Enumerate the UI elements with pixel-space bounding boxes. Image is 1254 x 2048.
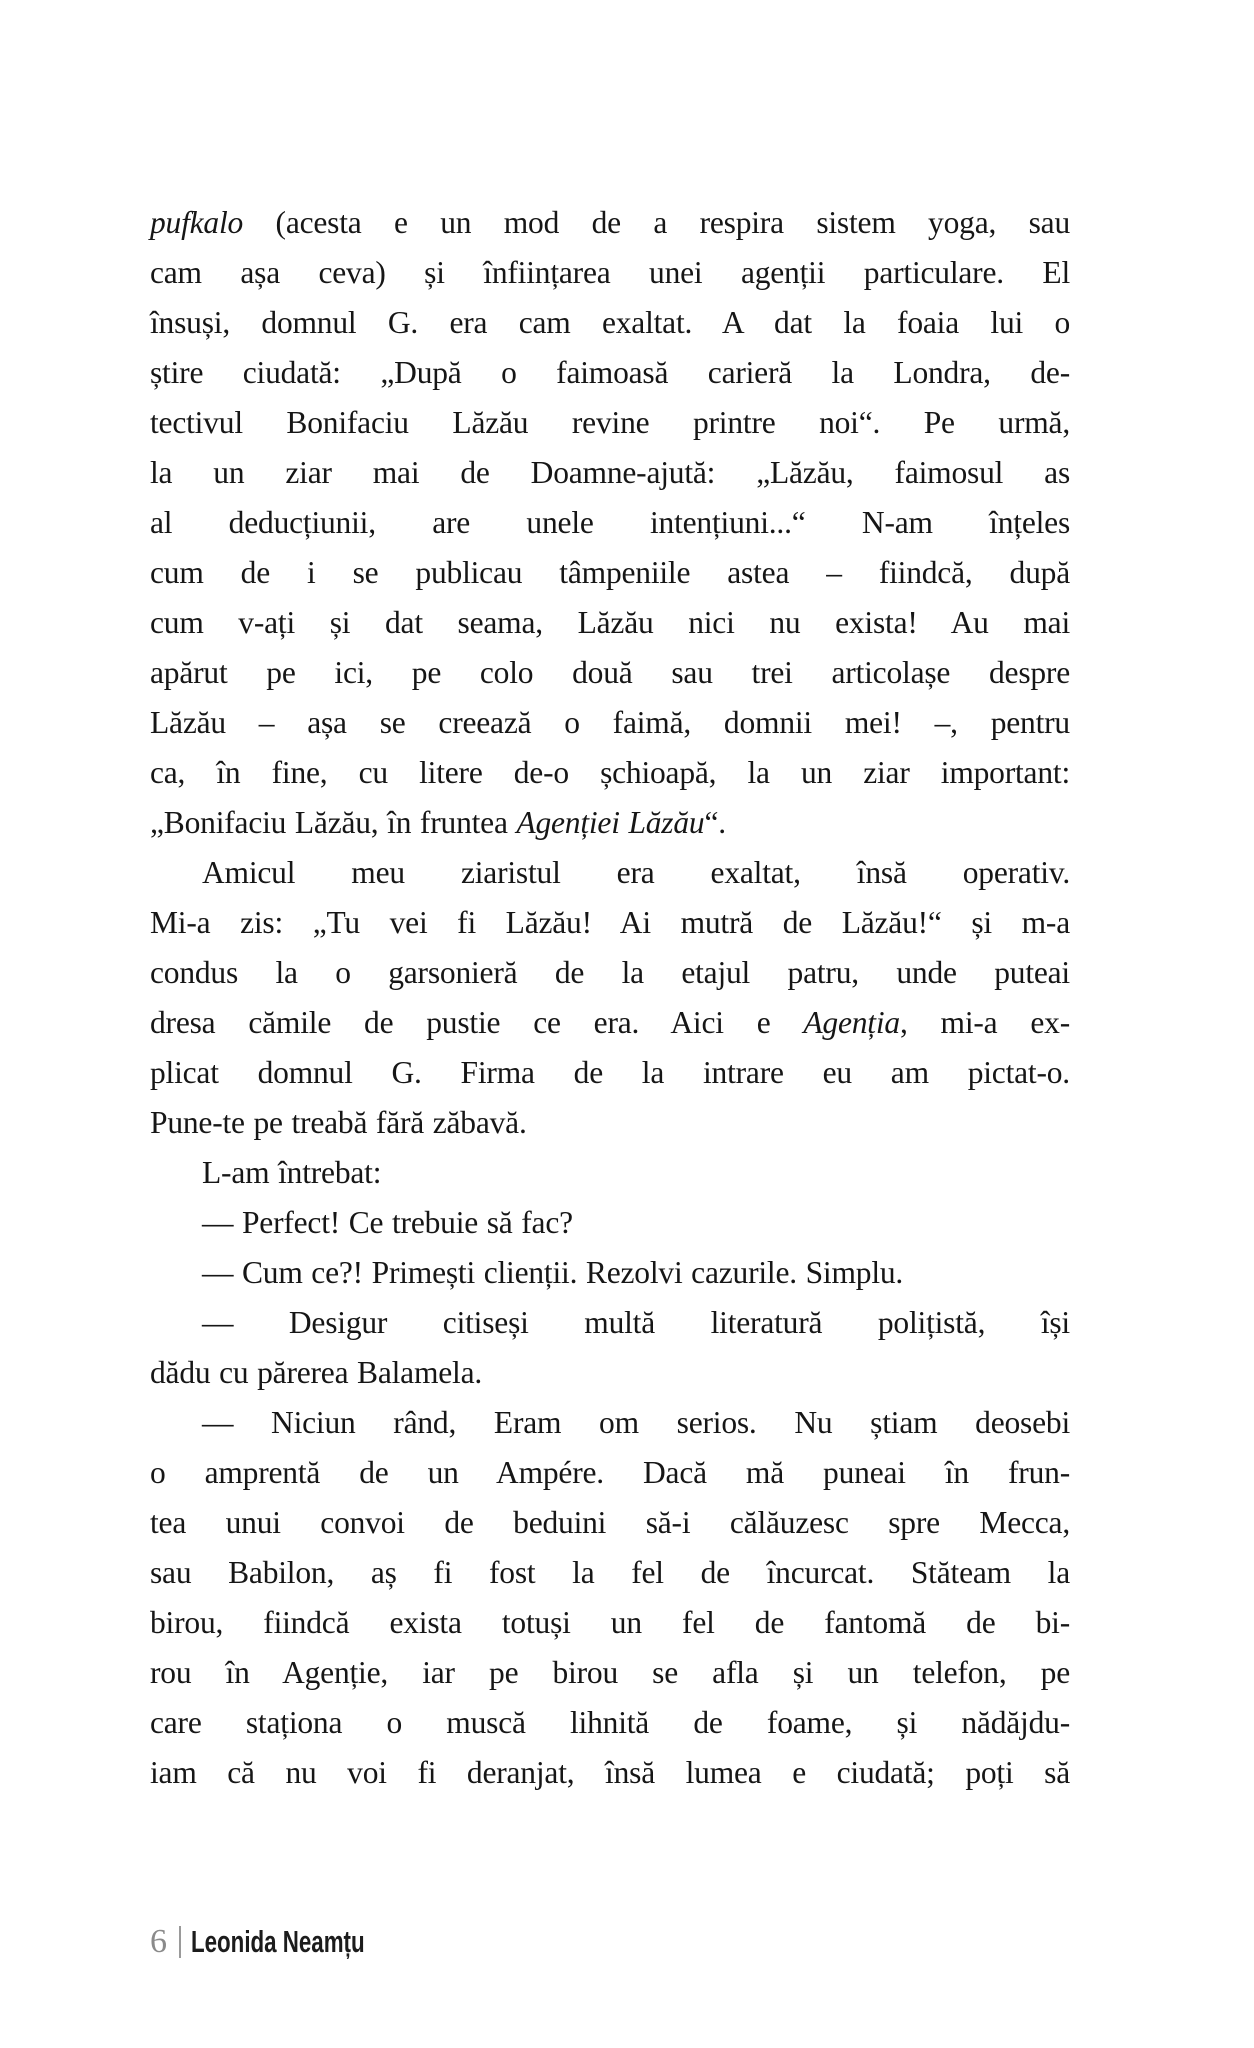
text-segment: o amprentă de un Ampére. Dacă mă puneai în frun- xyxy=(150,1455,1070,1490)
text-line xyxy=(150,1648,1070,1698)
text-segment: birou, fiindcă exista totuși un fel de fantomă de bi- xyxy=(150,1605,1070,1640)
text-segment: al deducțiunii, are unele intențiuni...“ N-am înțeles xyxy=(150,505,1070,540)
text-line xyxy=(150,1498,1070,1548)
text-line xyxy=(150,898,1070,948)
text-line xyxy=(150,448,1070,498)
text-line xyxy=(150,1148,1070,1198)
text-line xyxy=(150,598,1070,648)
text-line xyxy=(150,1398,1070,1448)
text-line xyxy=(150,548,1070,598)
text-segment: dădu cu părerea Balamela. xyxy=(150,1355,483,1390)
text-segment: la un ziar mai de Doamne-ajută: „Lăzău, faimosul as xyxy=(150,455,1070,490)
text-segment: , mi-a ex- xyxy=(899,1005,1070,1040)
text-segment: (acesta e un mod de a respira sistem yoga, sau xyxy=(243,205,1070,240)
text-segment: apărut pe ici, pe colo două sau trei articolașe despre xyxy=(150,655,1070,690)
text-segment: cam așa ceva) și înființarea unei agenții particulare. El xyxy=(150,255,1070,290)
text-line xyxy=(150,848,1070,898)
text-line xyxy=(150,198,1070,248)
text-segment: sau Babilon, aș fi fost la fel de încurcat. Stăteam la xyxy=(150,1555,1070,1590)
text-segment: care staționa o muscă lihnită de foame, și nădăjdu- xyxy=(150,1705,1070,1740)
text-segment: cum de i se publicau tâmpeniile astea – fiindcă, după xyxy=(150,555,1070,590)
text-segment: tea unui convoi de beduini să-i călăuzesc spre Mecca, xyxy=(150,1505,1070,1540)
text-segment: Amicul meu ziaristul era exaltat, însă operativ. xyxy=(202,855,1070,890)
text-segment: rou în Agenție, iar pe birou se afla și un telefon, pe xyxy=(150,1655,1070,1690)
text-line xyxy=(150,998,1070,1048)
italic-text-segment: pufkalo xyxy=(150,205,244,240)
text-segment: L-am întrebat: xyxy=(202,1155,382,1190)
text-line xyxy=(150,348,1070,398)
text-segment: — Desigur citiseși multă literatură polițistă, își xyxy=(202,1305,1070,1340)
page-footer xyxy=(150,1920,432,1964)
text-line xyxy=(150,298,1070,348)
text-line xyxy=(150,1048,1070,1098)
text-segment: tectivul Bonifaciu Lăzău revine printre noi“. Pe urmă, xyxy=(150,405,1070,440)
text-line xyxy=(150,1198,1070,1248)
text-line xyxy=(150,398,1070,448)
text-line xyxy=(150,698,1070,748)
text-segment: însuși, domnul G. era cam exaltat. A dat la foaia lui o xyxy=(150,305,1070,340)
text-segment: știre ciudată: „După o faimoasă carieră la Londra, de- xyxy=(150,355,1070,390)
text-line xyxy=(150,1098,1070,1148)
text-segment: — Perfect! Ce trebuie să fac? xyxy=(202,1205,573,1240)
text-line xyxy=(150,948,1070,998)
text-segment: dresa cămile de pustie ce era. Aici e xyxy=(150,1005,804,1040)
italic-text-segment: Agenția xyxy=(803,1005,900,1040)
italic-text-segment: Agenției Lăzău xyxy=(516,805,705,840)
text-line xyxy=(150,798,1070,848)
page-number: 6 xyxy=(150,1923,167,1960)
text-line xyxy=(150,1748,1070,1798)
text-segment: “. xyxy=(704,805,726,840)
text-segment: Lăzău – așa se creează o faimă, domnii mei! –, pentru xyxy=(150,705,1070,740)
text-segment: — Cum ce?! Primești clienții. Rezolvi cazurile. Simplu. xyxy=(202,1255,904,1290)
text-segment: cum v-ați și dat seama, Lăzău nici nu exista! Au mai xyxy=(150,605,1070,640)
text-segment: ca, în fine, cu litere de-o șchioapă, la un ziar important: xyxy=(150,755,1070,790)
text-line xyxy=(150,1598,1070,1648)
text-line xyxy=(150,1348,1070,1398)
text-segment: condus la o garsonieră de la etajul patru, unde puteai xyxy=(150,955,1070,990)
footer-author: Leonida Neamțu xyxy=(191,1924,365,1959)
text-line xyxy=(150,1548,1070,1598)
text-line xyxy=(150,498,1070,548)
text-line xyxy=(150,1698,1070,1748)
text-segment: Pune-te pe treabă fără zăbavă. xyxy=(150,1105,527,1140)
text-line xyxy=(150,248,1070,298)
text-segment: iam că nu voi fi deranjat, însă lumea e ciudată; poți să xyxy=(150,1755,1070,1790)
text-line xyxy=(150,1298,1070,1348)
text-line xyxy=(150,748,1070,798)
text-segment: „Bonifaciu Lăzău, în fruntea xyxy=(150,805,517,840)
text-segment: — Niciun rând, Eram om serios. Nu știam deosebi xyxy=(202,1405,1070,1440)
text-line xyxy=(150,1248,1070,1298)
text-segment: Mi-a zis: „Tu vei fi Lăzău! Ai mutră de Lăzău!“ și m-a xyxy=(150,905,1070,940)
text-line xyxy=(150,1448,1070,1498)
footer-divider xyxy=(179,1926,181,1958)
text-segment: plicat domnul G. Firma de la intrare eu am pictat-o. xyxy=(150,1055,1070,1090)
body-text xyxy=(150,198,1070,1798)
text-line xyxy=(150,648,1070,698)
